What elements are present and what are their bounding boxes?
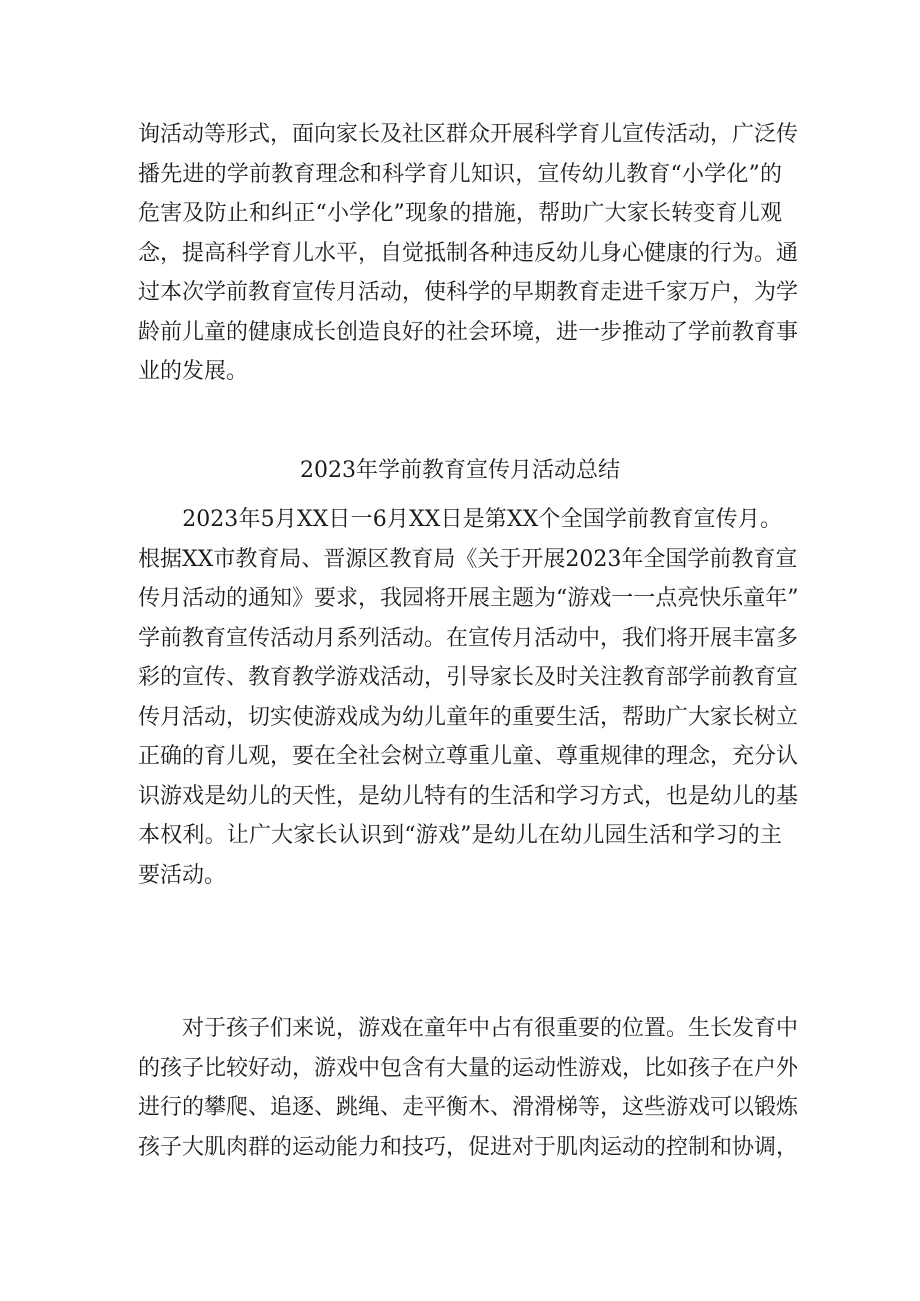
paragraph-1-line: 龄前儿童的健康成长创造良好的社会环境，进一步推动了学前教育事 [138, 319, 799, 345]
paragraph-2-line: 2023年5月XX日一6月XX日是第XX个全国学前教育宣传月。 [138, 507, 782, 532]
paragraph-2-line: 正确的育儿观，要在全社会树立尊重儿童、尊重规律的理念，充分认 [138, 744, 799, 769]
paragraph-2-line: 彩的宣传、教育教学游戏活动，引导家长及时关注教育部学前教育宣 [138, 665, 799, 690]
paragraph-2-line: 要活动。 [138, 862, 227, 888]
paragraph-1-line: 念，提高科学育儿水平，自觉抵制各种违反幼儿身心健康的行为。通 [138, 240, 799, 266]
paragraph-2-line: 学前教育宣传活动月系列活动。在宣传月活动中，我们将开展丰富多 [138, 625, 799, 651]
section-title: 2023年学前教育宣传月活动总结 [300, 458, 620, 483]
paragraph-3 [138, 1009, 799, 1167]
paragraph-1-line: 播先进的学前教育理念和科学育儿知识，宣传幼儿教育“小学化”的 [138, 161, 782, 187]
paragraph-2-line: 传月活动的通知》要求，我园将开展主题为“游戏一一点亮快乐童年” [138, 586, 799, 611]
paragraph-2-line: 传月活动，切实使游戏成为幼儿童年的重要生活，帮助广大家长树立 [138, 704, 799, 730]
paragraph-2-line: 识游戏是幼儿的天性，是幼儿特有的生活和学习方式，也是幼儿的基 [138, 783, 799, 809]
paragraph-3-line: 孩子大肌肉群的运动能力和技巧，促进对于肌肉运动的控制和协调， [138, 1134, 799, 1160]
paragraph-3-line: 的孩子比较好动，游戏中包含有大量的运动性游戏，比如孩子在户外 [138, 1055, 799, 1081]
paragraph-2-line: 根据XX市教育局、晋源区教育局《关于开展2023年全国学前教育宣 [138, 546, 798, 572]
paragraph-2 [138, 500, 799, 895]
paragraph-3-line: 进行的攀爬、追逐、跳绳、走平衡木、滑滑梯等，这些游戏可以锻炼 [138, 1095, 799, 1120]
paragraph-1 [138, 115, 799, 392]
paragraph-1-line: 危害及防止和纠正“小学化”现象的措施，帮助广大家长转变育儿观 [138, 201, 782, 226]
paragraph-3-line: 对于孩子们来说，游戏在童年中占有很重要的位置。生长发育中 [138, 1016, 799, 1041]
paragraph-1-line: 询活动等形式，面向家长及社区群众开展科学育儿宣传活动，广泛传 [138, 122, 799, 147]
paragraph-1-line: 业的发展。 [138, 359, 249, 384]
paragraph-2-line: 本权利。让广大家长认识到“游戏”是幼儿在幼儿园生活和学习的主 [138, 823, 782, 848]
paragraph-1-line: 过本次学前教育宣传月活动，使科学的早期教育走进千家万户，为学 [138, 280, 799, 305]
